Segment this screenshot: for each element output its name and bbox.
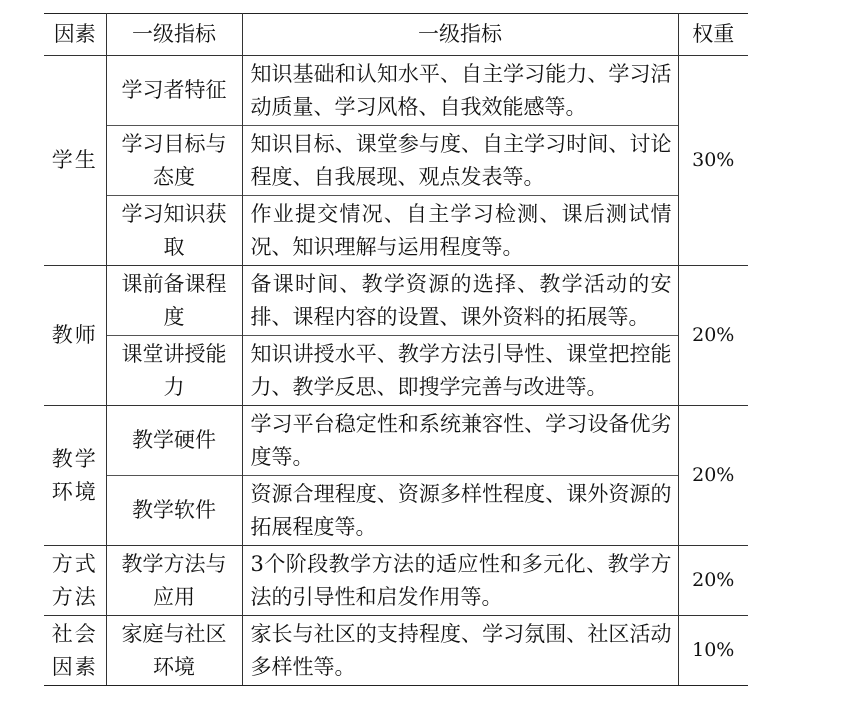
header-row — [44, 14, 748, 56]
secondary-indicator-cell: 3个阶段教学方法的适应性和多元化、教学方法的引导性和启发作用等。 — [242, 546, 678, 616]
secondary-indicator-cell: 学习平台稳定性和系统兼容性、学习设备优劣度等。 — [242, 406, 678, 476]
secondary-indicator-cell: 资源合理程度、资源多样性程度、课外资源的拓展程度等。 — [242, 476, 678, 546]
table-row — [44, 196, 748, 266]
header-primary-indicator: 一级指标 — [106, 14, 242, 56]
secondary-indicator-cell: 作业提交情况、自主学习检测、课后测试情况、知识理解与运用程度等。 — [242, 196, 678, 266]
table-row — [44, 546, 748, 616]
primary-indicator-cell: 教学软件 — [106, 476, 242, 546]
primary-indicator-cell: 学习知识获取 — [106, 196, 242, 266]
factor-cell: 教师 — [44, 266, 106, 406]
watermark — [749, 681, 839, 699]
secondary-indicator-cell: 家长与社区的支持程度、学习氛围、社区活动多样性等。 — [242, 616, 678, 686]
primary-indicator-cell: 课前备课程度 — [106, 266, 242, 336]
table-row — [44, 616, 748, 686]
table-row — [44, 126, 748, 196]
secondary-indicator-cell: 知识目标、课堂参与度、自主学习时间、讨论程度、自我展现、观点发表等。 — [242, 126, 678, 196]
table-row — [44, 336, 748, 406]
weight-cell: 20% — [678, 546, 748, 616]
table-row — [44, 406, 748, 476]
weight-cell: 30% — [678, 56, 748, 266]
factor-cell: 社会因素 — [44, 616, 106, 686]
secondary-indicator-cell: 知识讲授水平、教学方法引导性、课堂把控能力、教学反思、即搜学完善与改进等。 — [242, 336, 678, 406]
weight-cell: 20% — [678, 266, 748, 406]
secondary-indicator-cell: 知识基础和认知水平、自主学习能力、学习活动质量、学习风格、自我效能感等。 — [242, 56, 678, 126]
factor-cell: 教学环境 — [44, 406, 106, 546]
indicator-table — [44, 13, 748, 686]
header-factor: 因素 — [44, 14, 106, 56]
factor-cell: 学生 — [44, 56, 106, 266]
primary-indicator-cell: 教学硬件 — [106, 406, 242, 476]
header-weight: 权重 — [678, 14, 748, 56]
primary-indicator-cell: 学习目标与态度 — [106, 126, 242, 196]
primary-indicator-cell: 学习者特征 — [106, 56, 242, 126]
weight-cell: 20% — [678, 406, 748, 546]
secondary-indicator-cell: 备课时间、教学资源的选择、教学活动的安排、课程内容的设置、课外资料的拓展等。 — [242, 266, 678, 336]
primary-indicator-cell: 家庭与社区环境 — [106, 616, 242, 686]
header-secondary-indicator: 一级指标 — [242, 14, 678, 56]
primary-indicator-cell: 课堂讲授能力 — [106, 336, 242, 406]
weight-cell: 10% — [678, 616, 748, 686]
primary-indicator-cell: 教学方法与应用 — [106, 546, 242, 616]
table-row — [44, 266, 748, 336]
table-row — [44, 56, 748, 126]
factor-cell: 方式方法 — [44, 546, 106, 616]
table-row — [44, 476, 748, 546]
